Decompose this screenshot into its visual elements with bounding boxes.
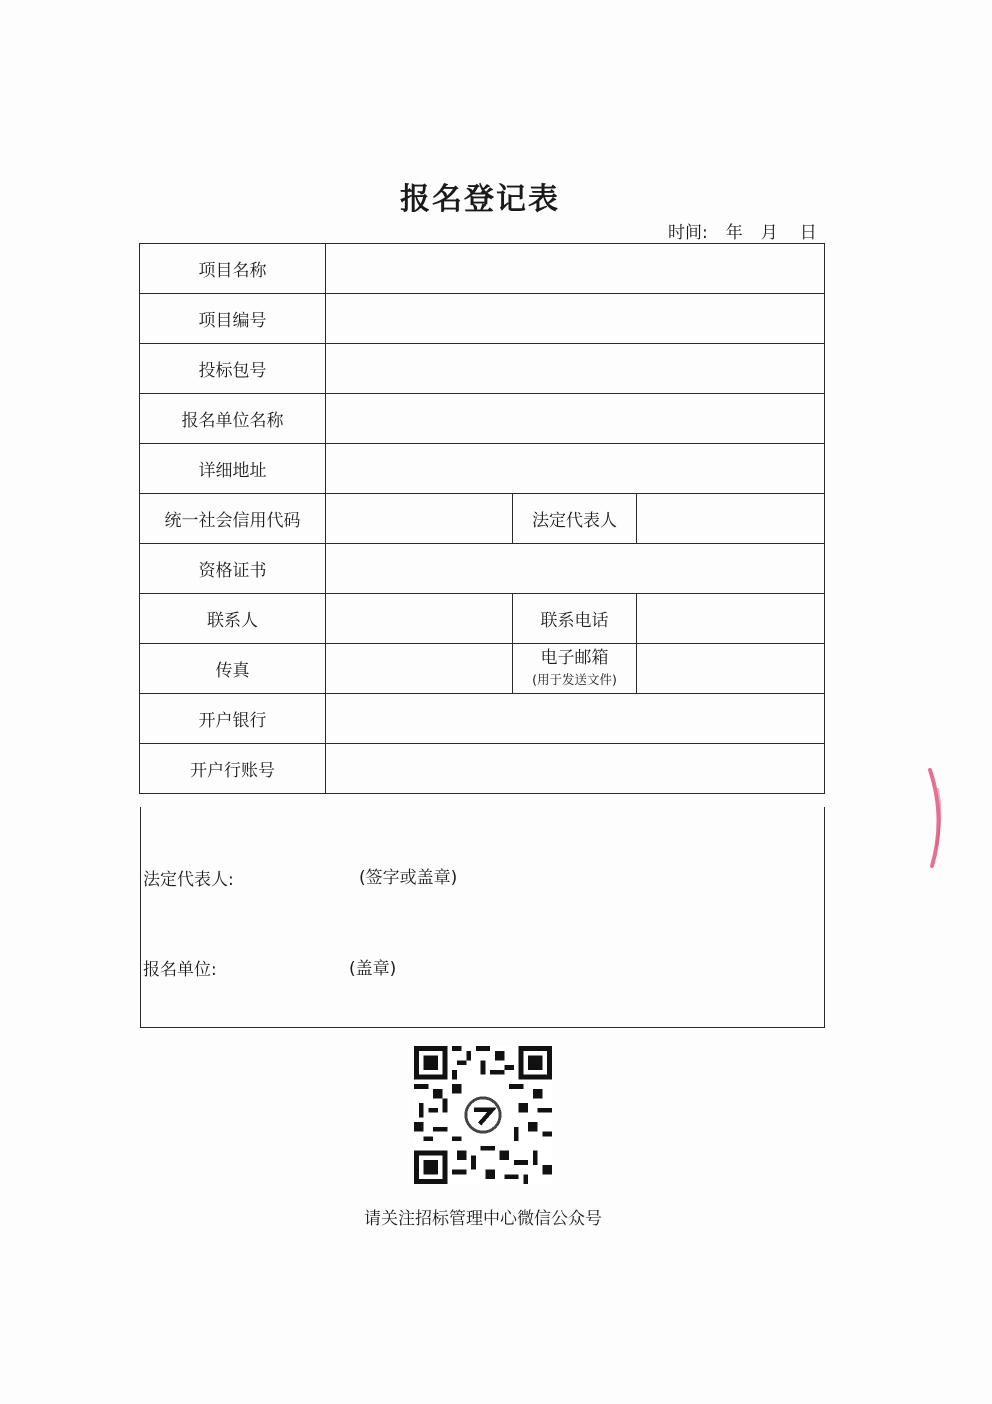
table-row bbox=[140, 494, 825, 544]
table-row bbox=[140, 294, 825, 344]
credit-code-field[interactable] bbox=[326, 494, 513, 544]
table-row bbox=[140, 744, 825, 794]
table-row bbox=[140, 444, 825, 494]
project-number-field[interactable] bbox=[326, 294, 825, 344]
date-month: 月 bbox=[760, 223, 778, 243]
registration-table bbox=[139, 243, 825, 794]
email-field[interactable] bbox=[637, 644, 825, 694]
project-name-label: 项目名称 bbox=[140, 244, 326, 294]
date-line bbox=[668, 218, 817, 243]
table-row bbox=[140, 344, 825, 394]
qualification-field[interactable] bbox=[326, 544, 825, 594]
bid-package-field[interactable] bbox=[326, 344, 825, 394]
signature-section bbox=[140, 807, 825, 1028]
date-year: 年 bbox=[725, 223, 743, 243]
table-row bbox=[140, 594, 825, 644]
applicant-name-label: 报名单位名称 bbox=[140, 394, 326, 444]
account-label: 开户行账号 bbox=[140, 744, 326, 794]
unit-seal-label: 报名单位: bbox=[143, 960, 217, 980]
qr-caption: 请关注招标管理中心微信公众号 bbox=[364, 1209, 602, 1229]
phone-label: 联系电话 bbox=[513, 594, 637, 644]
account-field[interactable] bbox=[326, 744, 825, 794]
fax-label: 传真 bbox=[140, 644, 326, 694]
credit-code-label: 统一社会信用代码 bbox=[140, 494, 326, 544]
bank-field[interactable] bbox=[326, 694, 825, 744]
legal-rep-label: 法定代表人 bbox=[513, 494, 637, 544]
address-label: 详细地址 bbox=[140, 444, 326, 494]
contact-field[interactable] bbox=[326, 594, 513, 644]
email-note: (用于发送文件) bbox=[532, 671, 617, 687]
unit-seal-hint[interactable]: (盖章) bbox=[349, 959, 397, 979]
email-label: 电子邮箱 bbox=[540, 647, 609, 668]
email-label-cell bbox=[513, 644, 637, 694]
date-day: 日 bbox=[799, 223, 817, 243]
project-name-field[interactable] bbox=[326, 244, 825, 294]
table-row bbox=[140, 394, 825, 444]
legal-rep-field[interactable] bbox=[637, 494, 825, 544]
table-row bbox=[140, 694, 825, 744]
table-row bbox=[140, 244, 825, 294]
fax-field[interactable] bbox=[326, 644, 513, 694]
project-number-label: 项目编号 bbox=[140, 294, 326, 344]
date-label: 时间: bbox=[668, 223, 708, 243]
seal-edge-mark bbox=[924, 768, 954, 868]
wechat-qr-code bbox=[414, 1046, 552, 1184]
bank-label: 开户银行 bbox=[140, 694, 326, 744]
page-title: 报名登记表 bbox=[400, 182, 560, 217]
applicant-name-field[interactable] bbox=[326, 394, 825, 444]
table-row bbox=[140, 644, 825, 694]
phone-field[interactable] bbox=[637, 594, 825, 644]
table-row bbox=[140, 544, 825, 594]
bid-package-label: 投标包号 bbox=[140, 344, 326, 394]
legal-rep-signature-label: 法定代表人: bbox=[143, 870, 234, 890]
legal-rep-signature-hint[interactable]: (签字或盖章) bbox=[359, 868, 458, 888]
qualification-label: 资格证书 bbox=[140, 544, 326, 594]
contact-label: 联系人 bbox=[140, 594, 326, 644]
address-field[interactable] bbox=[326, 444, 825, 494]
